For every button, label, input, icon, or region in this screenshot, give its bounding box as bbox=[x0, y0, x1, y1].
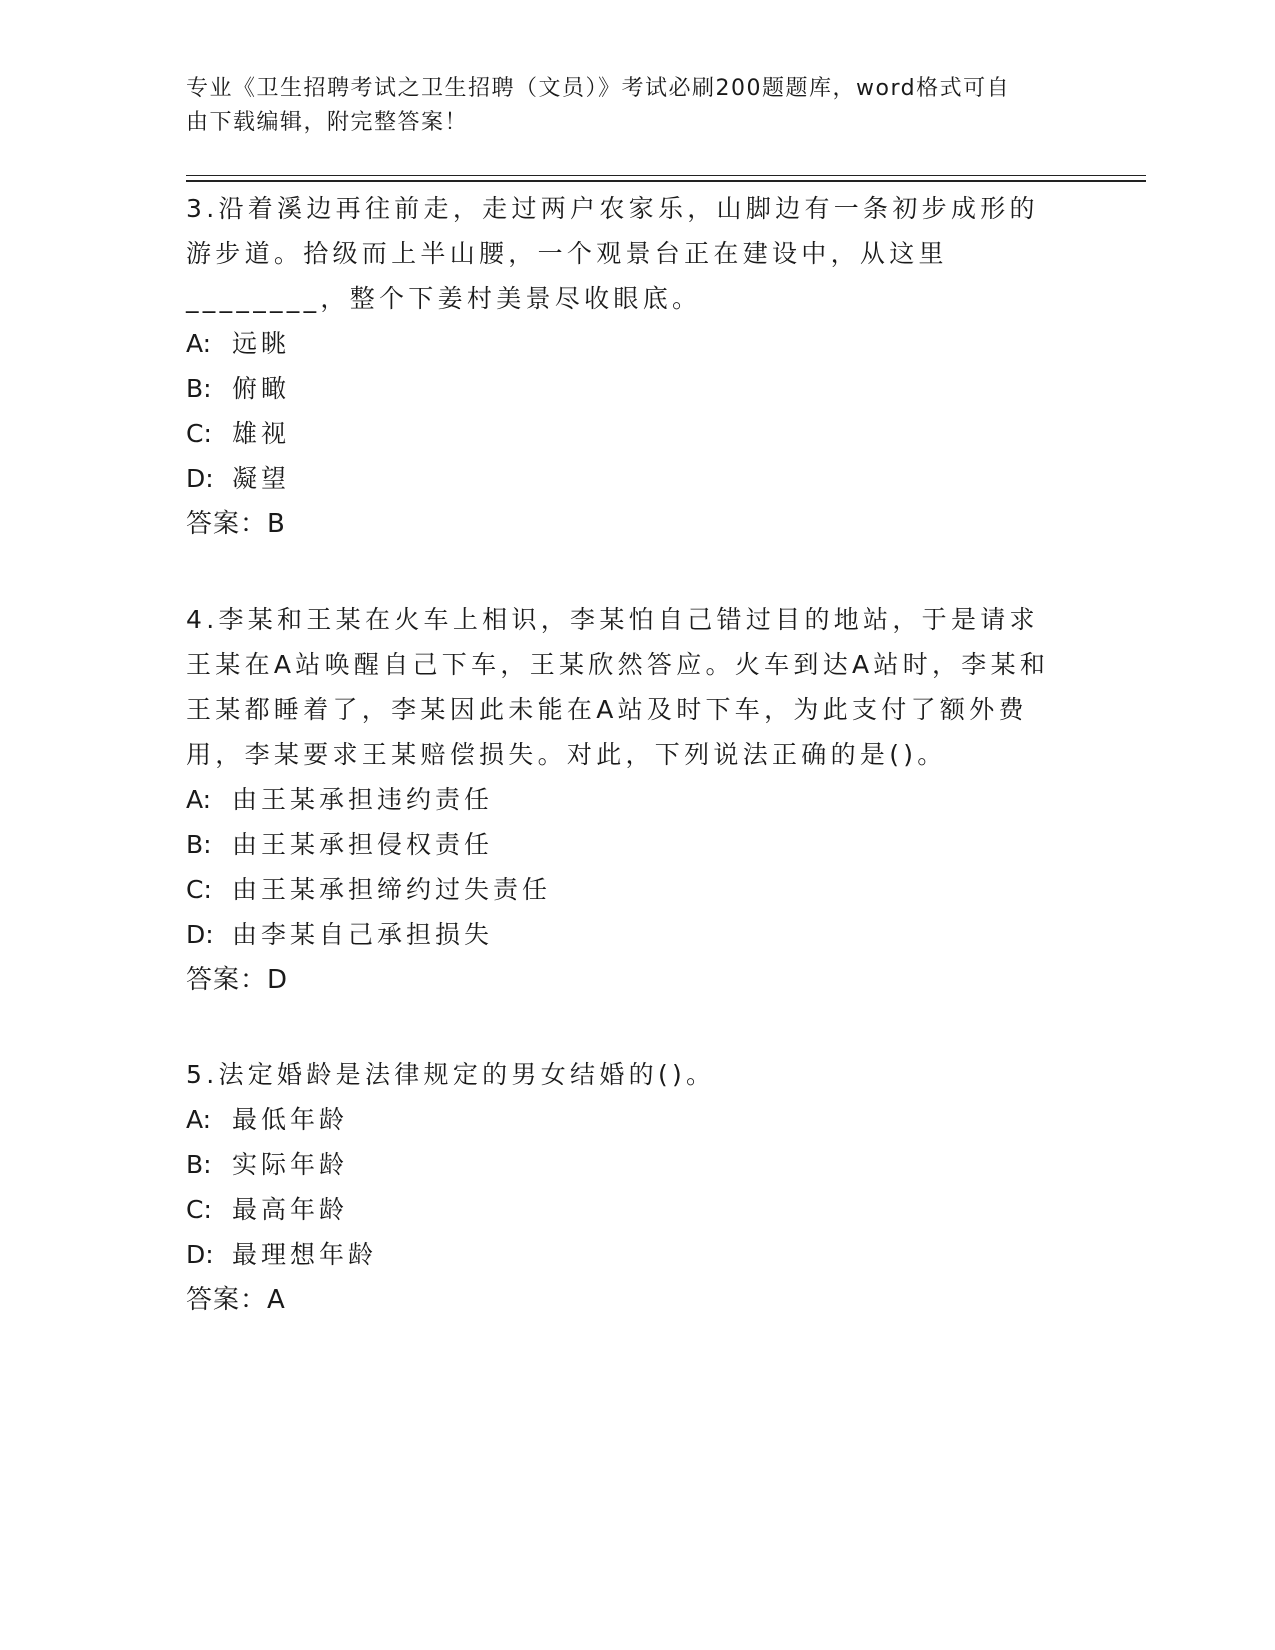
option-text: 雄视 bbox=[232, 419, 291, 448]
option-label: A: bbox=[186, 329, 212, 358]
option-text: 由王某承担侵权责任 bbox=[232, 830, 494, 859]
option-text: 由王某承担违约责任 bbox=[232, 785, 494, 814]
option-label: D: bbox=[186, 1240, 214, 1269]
option-label: C: bbox=[186, 419, 212, 448]
option-a bbox=[186, 777, 1066, 822]
option-text: 凝望 bbox=[232, 464, 291, 493]
header-divider-thick bbox=[186, 180, 1146, 182]
question-5 bbox=[186, 1052, 1066, 1323]
option-label: B: bbox=[186, 374, 212, 403]
option-text: 最理想年龄 bbox=[232, 1240, 378, 1269]
option-c bbox=[186, 411, 1066, 456]
option-b bbox=[186, 1142, 1066, 1187]
option-label: C: bbox=[186, 1195, 212, 1224]
option-label: C: bbox=[186, 875, 212, 904]
question-3 bbox=[186, 186, 1066, 547]
answer-line: 答案：A bbox=[186, 1285, 286, 1315]
option-text: 俯瞰 bbox=[232, 374, 291, 403]
header-line-1: 专业《卫生招聘考试之卫生招聘（文员）》考试必刷200题题库，word格式可自 bbox=[186, 76, 1011, 101]
option-c bbox=[186, 867, 1066, 912]
option-text: 远眺 bbox=[232, 329, 291, 358]
option-text: 最高年龄 bbox=[232, 1195, 349, 1224]
option-d bbox=[186, 912, 1066, 957]
option-label: A: bbox=[186, 785, 212, 814]
option-text: 实际年龄 bbox=[232, 1150, 349, 1179]
question-stem: 4.李某和王某在火车上相识，李某怕自己错过目的地站，于是请求王某在A站唤醒自己下车，王某欣然答应。火车到达A站时，李某和王某都睡着了，李某因此未能在A站及时下车，为此支付了额外费用，李某要求王某赔偿损失。对此，下列说法正确的是()。 bbox=[186, 605, 1050, 769]
option-label: A: bbox=[186, 1105, 212, 1134]
option-label: B: bbox=[186, 1150, 212, 1179]
option-b bbox=[186, 366, 1066, 411]
option-c bbox=[186, 1187, 1066, 1232]
question-stem: 3.沿着溪边再往前走，走过两户农家乐，山脚边有一条初步成形的游步道。拾级而上半山腰，一个观景台正在建设中，从这里________，整个下姜村美景尽收眼底。 bbox=[186, 194, 1039, 313]
option-text: 由王某承担缔约过失责任 bbox=[232, 875, 552, 904]
answer-line: 答案：D bbox=[186, 965, 289, 995]
option-label: D: bbox=[186, 920, 214, 949]
header-divider-thin bbox=[186, 175, 1146, 176]
option-label: B: bbox=[186, 830, 212, 859]
option-text: 由李某自己承担损失 bbox=[232, 920, 494, 949]
option-d bbox=[186, 1232, 1066, 1277]
question-4 bbox=[186, 597, 1066, 1003]
option-a bbox=[186, 321, 1066, 366]
option-label: D: bbox=[186, 464, 214, 493]
option-text: 最低年龄 bbox=[232, 1105, 349, 1134]
answer-line: 答案：B bbox=[186, 509, 286, 539]
option-b bbox=[186, 822, 1066, 867]
document-header bbox=[186, 72, 1066, 140]
question-stem: 5.法定婚龄是法律规定的男女结婚的()。 bbox=[186, 1060, 716, 1089]
option-d bbox=[186, 456, 1066, 501]
header-line-2: 由下载编辑，附完整答案！ bbox=[186, 110, 469, 135]
option-a bbox=[186, 1097, 1066, 1142]
